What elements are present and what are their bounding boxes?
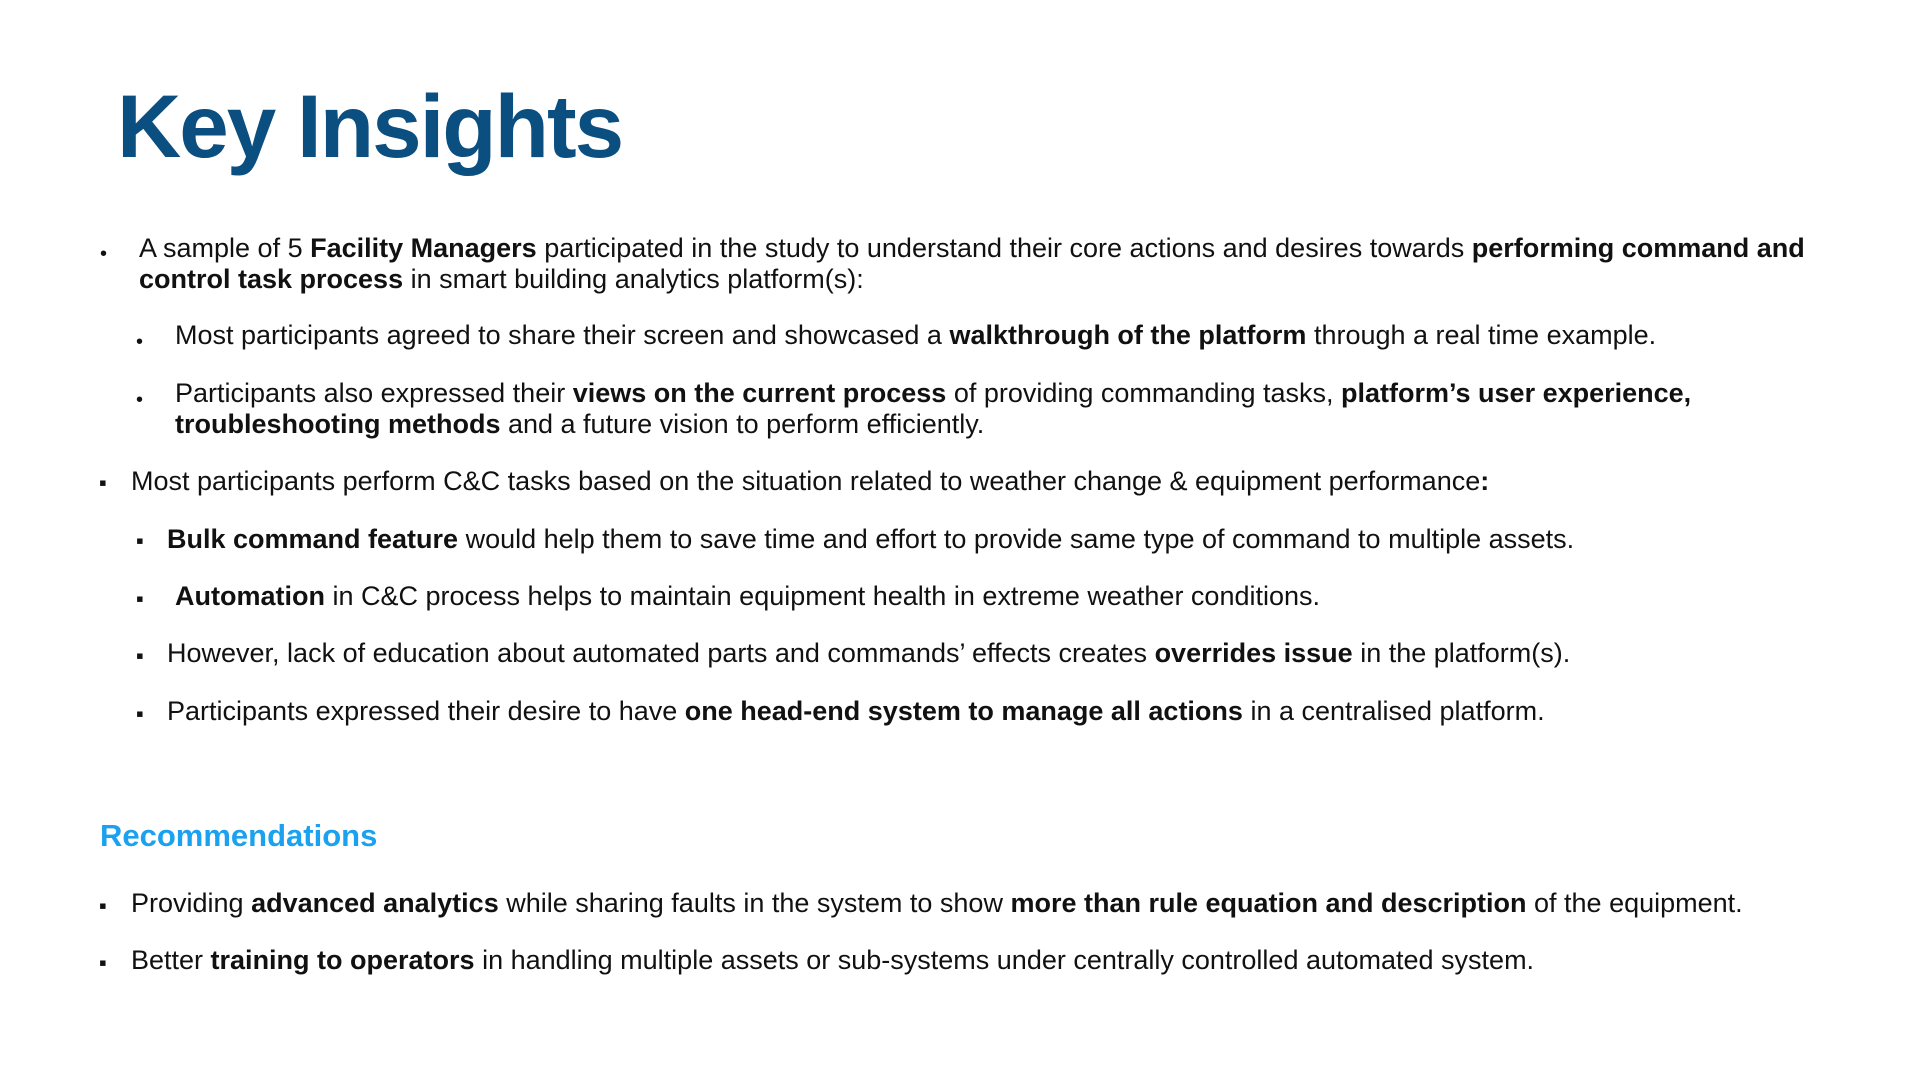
body-text: participated in the study to understand their core actions and desires towards <box>536 233 1472 263</box>
body-text: in C&C process helps to maintain equipment health in extreme weather conditions. <box>324 581 1321 611</box>
bold-text: Facility Managers <box>310 233 537 263</box>
bold-text: walkthrough of the platform <box>949 320 1307 350</box>
bold-text: views on the current process <box>572 378 947 408</box>
bold-text: one head-end system to manage all actions <box>684 696 1243 726</box>
bullet-marker: ▪ <box>99 893 107 918</box>
body-text: Most participants agreed to share their screen and showcased a <box>175 320 950 350</box>
bold-text: platform’s user experience, troubleshooting methods <box>175 378 1692 439</box>
body-text: would help them to save time and effort to provide same type of command to multiple assets. <box>458 524 1575 554</box>
bullet-marker: ▪ <box>99 470 107 495</box>
body-text: while sharing faults in the system to show <box>498 888 1011 918</box>
body-text: and a future vision to perform efficiently. <box>500 409 985 439</box>
bullet-marker: • <box>136 331 144 353</box>
insight-item-1 <box>139 233 1849 295</box>
body-text: in handling multiple assets or sub-systems under centrally controlled automated system. <box>474 945 1535 975</box>
bold-text: advanced analytics <box>251 888 499 918</box>
insight-item-3 <box>175 378 1790 440</box>
recommendations-heading: Recommendations <box>100 818 378 853</box>
bold-text: : <box>1480 466 1490 496</box>
body-text: However, lack of education about automated parts and commands’ effects creates <box>167 638 1155 668</box>
insight-item-7 <box>167 638 1847 669</box>
body-text: A sample of 5 <box>139 233 311 263</box>
recommendation-item-1 <box>131 888 1891 919</box>
insight-item-5 <box>167 524 1847 555</box>
body-text: Better <box>131 945 211 975</box>
body-text: in a centralised platform. <box>1242 696 1545 726</box>
insight-item-2 <box>175 320 1855 351</box>
bold-text: training to operators <box>210 945 475 975</box>
bold-text: Bulk command feature <box>167 524 459 554</box>
recommendation-item-2 <box>131 945 1891 976</box>
body-text: through a real time example. <box>1306 320 1657 350</box>
bold-text: more than rule equation and description <box>1010 888 1527 918</box>
bold-text: overrides issue <box>1154 638 1353 668</box>
bullet-marker: ▪ <box>99 950 107 975</box>
bold-text: performing command and control task process <box>139 233 1805 294</box>
bullet-marker: ▪ <box>136 643 144 668</box>
body-text: Participants also expressed their <box>175 378 573 408</box>
body-text: of the equipment. <box>1526 888 1743 918</box>
body-text: in the platform(s). <box>1352 638 1571 668</box>
body-text: Most participants perform C&C tasks based on the situation related to weather change & equipment performance <box>131 466 1481 496</box>
bullet-marker: ▪ <box>136 586 144 611</box>
bullet-marker: • <box>136 389 144 411</box>
bullet-marker: ▪ <box>136 528 144 553</box>
body-text: Providing <box>131 888 252 918</box>
body-text: Participants expressed their desire to have <box>167 696 685 726</box>
bullet-marker: ▪ <box>136 701 144 726</box>
body-text: of providing commanding tasks, <box>946 378 1342 408</box>
slide-title: Key Insights <box>117 76 623 176</box>
bold-text: Automation <box>175 581 325 611</box>
body-text: in smart building analytics platform(s): <box>403 264 864 294</box>
bullet-marker: • <box>100 243 108 265</box>
insight-item-6 <box>175 581 1855 612</box>
insight-item-8 <box>167 696 1847 727</box>
insight-item-4 <box>131 466 1851 497</box>
